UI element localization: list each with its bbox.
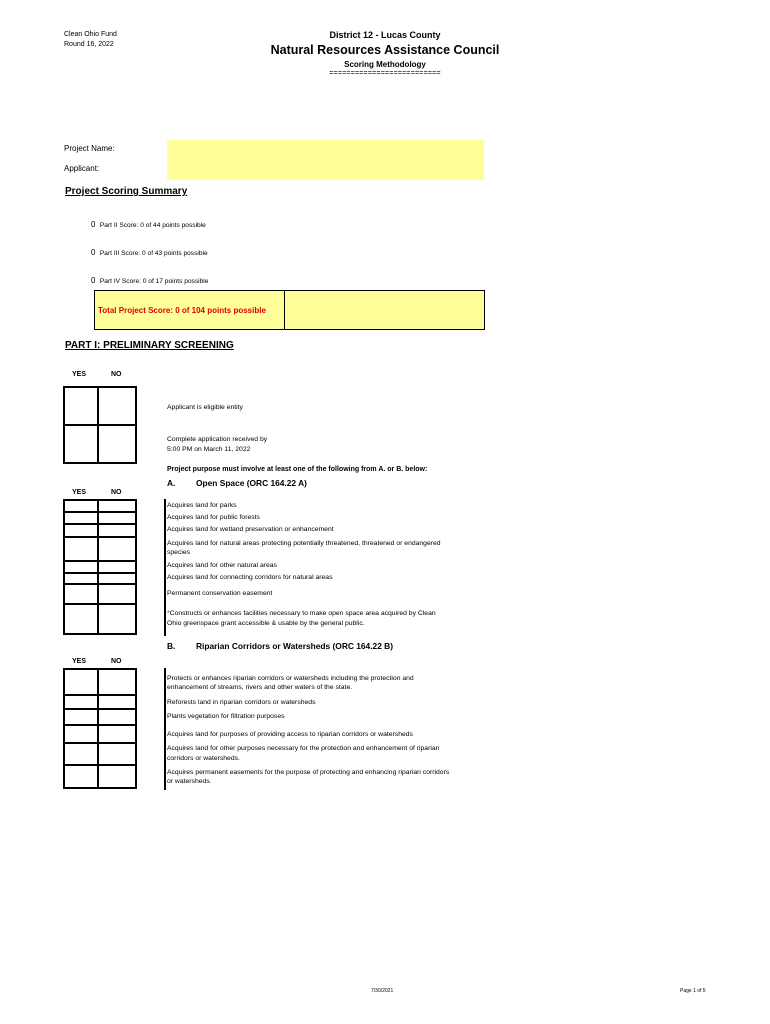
header-left	[64, 30, 117, 50]
yes-header-a: YES	[72, 489, 87, 496]
item-easements: Acquires permanent easements for the purpose of protecting and enhancing riparian corridors	[167, 769, 450, 776]
part4-score-text: Part IV Score: 0 of 17 points possible	[99, 278, 209, 285]
section-b-letter: B.	[167, 641, 176, 651]
footer-date: 7/30/2021	[371, 988, 394, 994]
section-a-checkbox-grid[interactable]	[63, 499, 137, 635]
item-reforests: Reforests land in riparian corridors or watersheds	[167, 699, 316, 706]
summary-line-part2	[91, 214, 206, 232]
no-header-a: NO	[111, 489, 122, 496]
eligibility-checkbox-grid[interactable]	[63, 386, 137, 464]
item-other-purposes: Acquires land for other purposes necessary for the protection and enhancement of riparian	[167, 745, 440, 752]
summary-line-part3	[91, 242, 208, 260]
council-title: Natural Resources Assistance Council	[270, 43, 500, 57]
application-deadline-text: 5:00 PM on March 11, 2022	[167, 446, 251, 453]
eligible-entity-text: Applicant is eligible entity	[167, 404, 243, 411]
item-natural-areas-cont: species	[167, 549, 191, 556]
round-label: Round 16, 2022	[64, 41, 114, 48]
total-score-box	[94, 290, 485, 330]
asterisk-note: *	[167, 610, 170, 617]
item-riparian-protect: Protects or enhances riparian corridors or watersheds including the protection and	[167, 675, 414, 682]
item-facilities-cont: Ohio greenspace grant accessible & usable by the general public.	[167, 620, 365, 627]
summary-line-part4	[91, 270, 208, 288]
section-a-title: Open Space (ORC 164.22 A)	[196, 478, 307, 488]
item-natural-areas: Acquires land for natural areas protecting potentially threatened, threatened or endangered	[167, 540, 441, 547]
item-wetland: Acquires land for wetland preservation or enhancement	[167, 526, 334, 533]
part4-score-value: 0	[91, 276, 96, 285]
no-header: NO	[111, 371, 122, 378]
item-parks: Acquires land for parks	[167, 502, 237, 509]
application-received-text: Complete application received by	[167, 436, 268, 443]
item-facilities	[167, 609, 487, 619]
district-title: District 12 - Lucas County	[329, 30, 441, 40]
section-b-checkbox-grid[interactable]	[63, 668, 137, 789]
header-rule: ==========================	[329, 70, 441, 77]
part2-score-value: 0	[91, 220, 96, 229]
item-facilities-text: Constructs or enhances facilities necessary to make open space area acquired by Clean	[169, 610, 436, 617]
section-a-divider	[164, 499, 166, 636]
section-b-divider	[164, 668, 166, 790]
fund-name: Clean Ohio Fund	[64, 31, 117, 38]
item-vegetation: Plants vegetation for filtration purposes	[167, 713, 285, 720]
item-easement: Permanent conservation easement	[167, 590, 273, 597]
applicant-label: Applicant:	[64, 164, 100, 173]
item-corridors: Acquires land for connecting corridors for natural areas	[167, 574, 333, 581]
section-a-letter: A.	[167, 478, 176, 488]
item-public-forests: Acquires land for public forests	[167, 514, 260, 521]
summary-heading: Project Scoring Summary	[65, 186, 188, 197]
item-other-natural: Acquires land for other natural areas	[167, 562, 277, 569]
part1-heading: PART I: PRELIMINARY SCREENING	[65, 340, 234, 351]
footer-page-number: Page 1 of 5	[680, 988, 706, 994]
item-access: Acquires land for purposes of providing access to riparian corridors or watersheds	[167, 731, 413, 738]
part3-score-text: Part III Score: 0 of 43 points possible	[99, 250, 208, 257]
total-score-text: Total Project Score: 0 of 104 points possible	[98, 305, 266, 315]
yes-header-b: YES	[72, 658, 87, 665]
header-center	[250, 30, 520, 77]
project-info-field[interactable]	[167, 140, 484, 180]
part2-score-text: Part II Score: 0 of 44 points possible	[99, 222, 206, 229]
purpose-note: Project purpose must involve at least one of the following from A. or B. below:	[167, 466, 428, 473]
part3-score-value: 0	[91, 248, 96, 257]
section-b-title: Riparian Corridors or Watersheds (ORC 164.22 B)	[196, 641, 394, 651]
yes-header: YES	[72, 371, 87, 378]
project-name-label: Project Name:	[64, 144, 115, 153]
page-subtitle: Scoring Methodology	[344, 60, 426, 69]
item-easements-cont: or watersheds.	[167, 778, 212, 785]
no-header-b: NO	[111, 658, 122, 665]
item-other-purposes-cont: corridors or watersheds.	[167, 755, 240, 762]
item-riparian-protect-cont: enhancement of streams, rivers and other waters of the state.	[167, 684, 353, 691]
